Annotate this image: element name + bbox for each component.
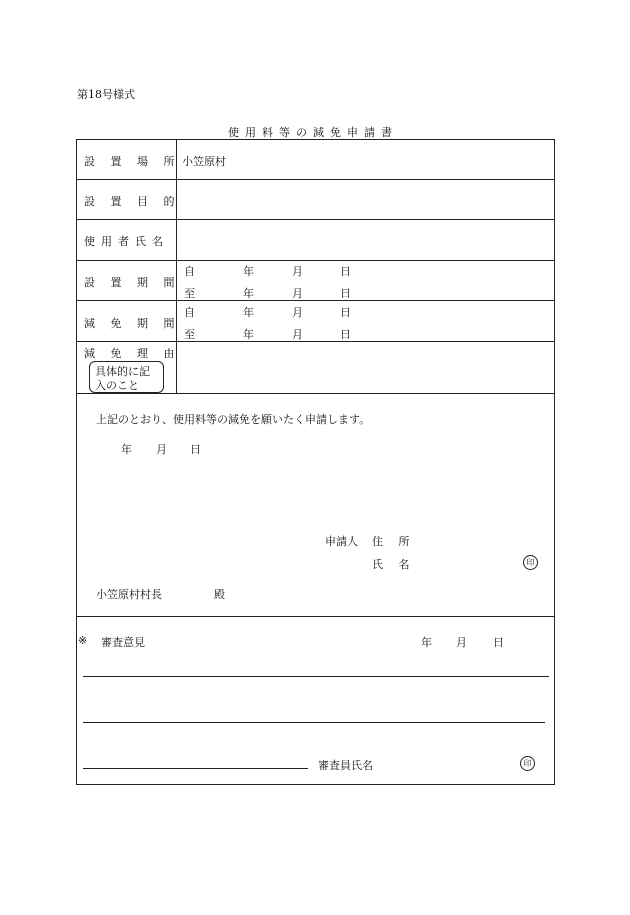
exempt-to-label: 至: [184, 328, 195, 341]
exempt-from-day: 日: [340, 306, 351, 319]
reason-note-line2: 入のこと: [95, 379, 139, 392]
request-date-day: 日: [190, 443, 201, 456]
applicant-label: 申請人: [325, 535, 358, 548]
review-date-day: 日: [493, 636, 504, 649]
exempt-to-day: 日: [340, 328, 351, 341]
exempt-reason-label: 減 免 理 由: [84, 347, 181, 360]
applicant-name-label: 氏 名: [372, 558, 416, 571]
applicant-address-label: 住 所: [372, 535, 416, 548]
install-from-label: 自: [184, 265, 195, 278]
review-mark: ※: [78, 634, 88, 647]
request-date-year: 年: [121, 443, 132, 456]
location-label: 設 置 場 所: [84, 155, 181, 168]
form-number: 第18号様式: [77, 88, 135, 101]
addressee: 小笠原村村長: [96, 588, 162, 601]
install-to-label: 至: [184, 287, 195, 300]
install-period-label: 設 置 期 間: [84, 276, 181, 289]
review-date-year: 年: [421, 636, 432, 649]
install-to-day: 日: [340, 287, 351, 300]
addressee-honorific: 殿: [214, 588, 225, 601]
exempt-from-month: 月: [292, 306, 303, 319]
request-statement: 上記のとおり、使用料等の減免を願いたく申請します。: [96, 413, 371, 426]
install-from-day: 日: [340, 265, 351, 278]
exempt-to-month: 月: [292, 328, 303, 341]
exempt-from-label: 自: [184, 306, 195, 319]
purpose-label: 設 置 目 的: [84, 195, 181, 208]
exempt-period-label: 減 免 期 間: [84, 317, 181, 330]
applicant-seal-icon: 印: [523, 555, 538, 570]
reason-note-line1: 具体的に記: [95, 365, 150, 378]
reviewer-seal-icon: 印: [520, 756, 535, 771]
form-title: 使用料等の減免申請書: [228, 126, 398, 139]
install-to-month: 月: [292, 287, 303, 300]
review-line-2: [83, 722, 545, 723]
review-line-3: [83, 768, 308, 769]
reviewer-name-label: 審査員氏名: [318, 759, 373, 772]
install-from-month: 月: [292, 265, 303, 278]
review-opinion-label: 審査意見: [101, 636, 145, 649]
install-from-year: 年: [243, 265, 254, 278]
request-date-month: 月: [156, 443, 167, 456]
exempt-from-year: 年: [243, 306, 254, 319]
review-date-month: 月: [456, 636, 467, 649]
review-line-1: [83, 676, 549, 677]
location-value: 小笠原村: [182, 155, 226, 168]
user-name-label: 使用者氏名: [84, 235, 169, 248]
exempt-to-year: 年: [243, 328, 254, 341]
install-to-year: 年: [243, 287, 254, 300]
